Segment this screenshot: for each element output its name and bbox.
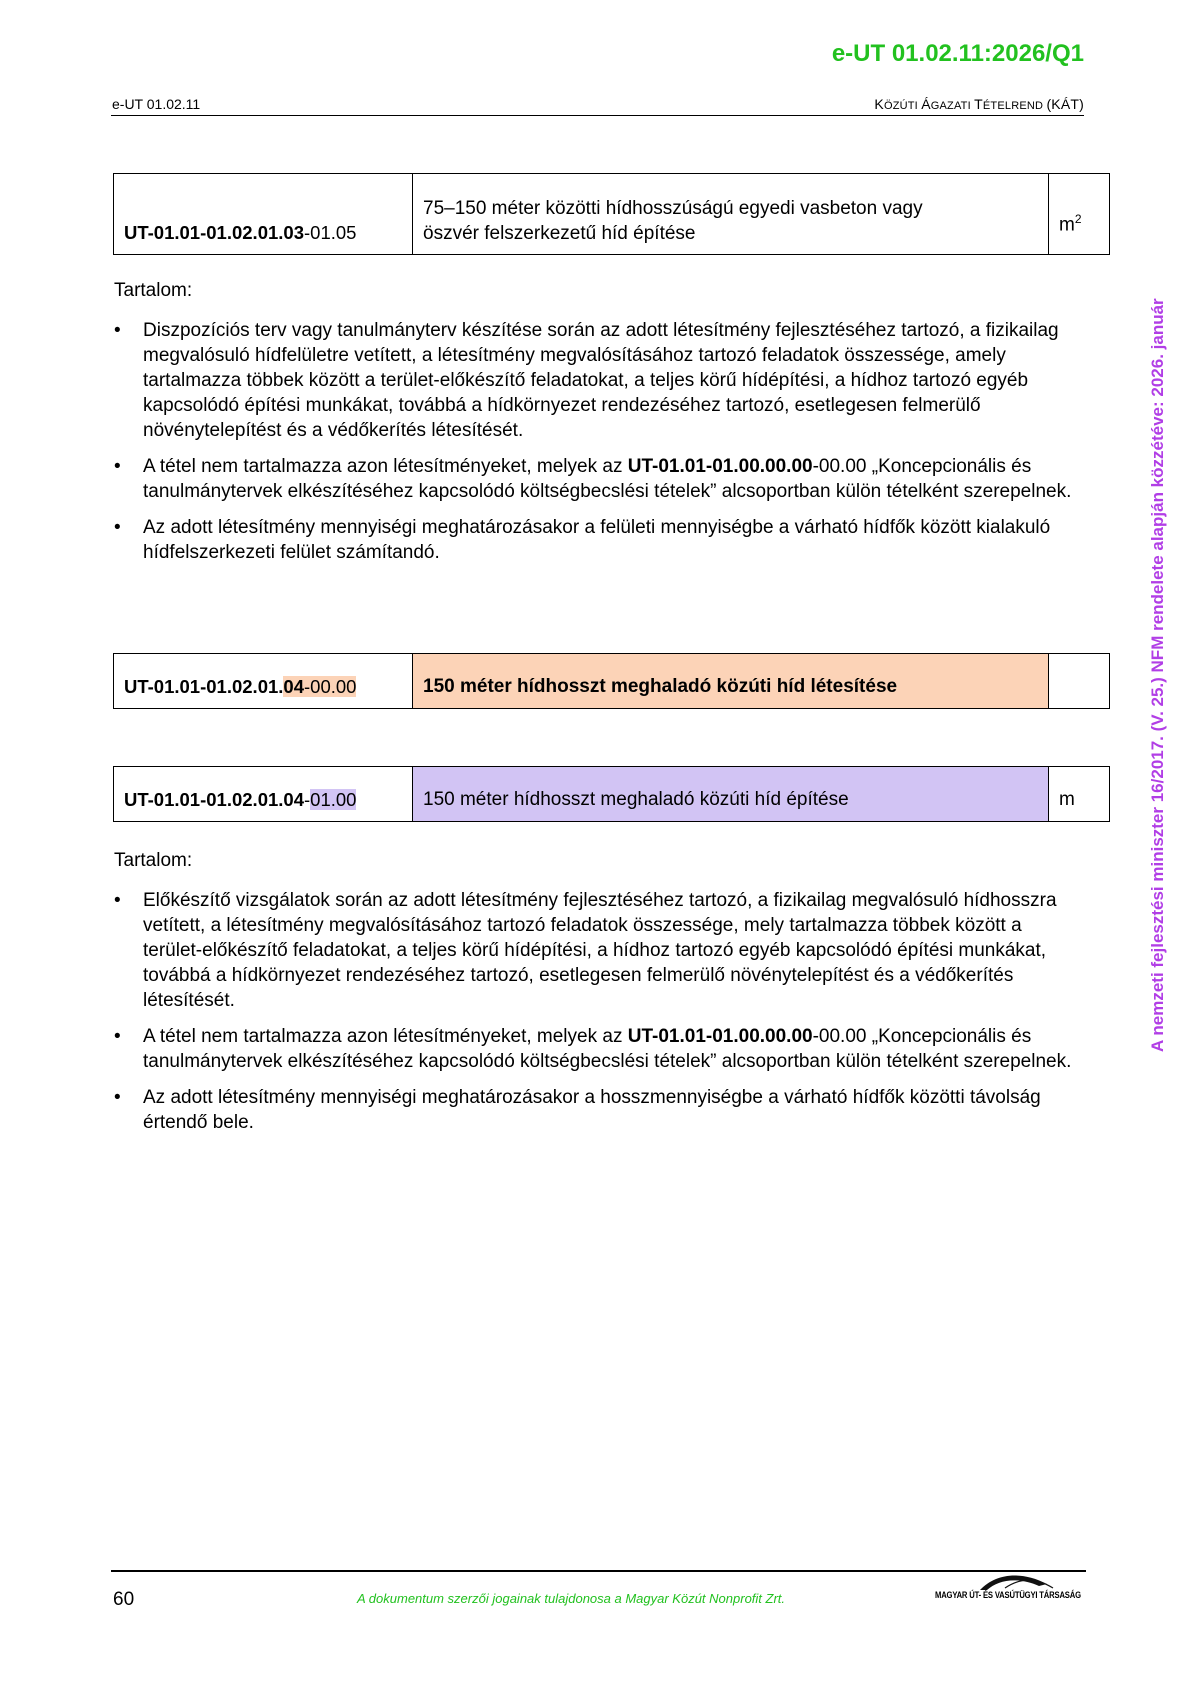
road-arc-icon [935, 1568, 1085, 1592]
header-divider [111, 115, 1084, 116]
section-1-bullets [114, 318, 1084, 576]
item-unit: m [1049, 767, 1110, 822]
list-item: • A tétel nem tartalmazza azon létesítményeket, melyek az UT-01.01-01.00.00.00-00.00 „Koncepcionális és tanulmánytervek elkészítéséhez kapcsolódó költségbecslési tételek” alcsoportban külön tételként szerepelnek. [114, 1024, 1084, 1074]
list-item: • Előkészítő vizsgálatok során az adott létesítmény fejlesztéséhez tartozó, a fizikailag megvalósuló hídhosszra vetített, a létesítmény megvalósításához tartozó feladatok összessége, mely tartalmazza többek között a terület-előkészítő feladatokat, a teljes körű hídépítési, a hídhoz tartozó egyéb kapcsolódó építési munkákat, továbbá a hídkörnyezet rendezéséhez tartozó, esetlegesen felmerülő növénytelepítést és a védőkerítés létesítését. [114, 888, 1084, 1013]
company-logo [935, 1568, 1085, 1608]
list-item: • Az adott létesítmény mennyiségi meghatározásakor a felületi mennyiségbe a várható hídfők között kialakuló hídfelszerkezeti felület számítandó. [114, 515, 1084, 565]
footer-copyright: A dokumentum szerzői jogainak tulajdonosa a Magyar Közút Nonprofit Zrt. [357, 1591, 786, 1606]
header-right-title: KÖZÚTI ÁGAZATI TÉTELREND (KÁT) [874, 96, 1084, 112]
item-table-1 [113, 173, 1110, 255]
side-publication-note: A nemzeti fejlesztési miniszter 16/2017. (V. 25.) NFM rendelete alapján közzétéve: 2026. január [1148, 298, 1167, 1052]
item-code: UT-01.01-01.02.01.04-00.00 [114, 654, 413, 709]
item-title: 150 méter hídhosszt meghaladó közúti híd létesítése [413, 654, 1049, 709]
item-code: UT-01.01-01.02.01.03-01.05 [114, 174, 413, 255]
item-code: UT-01.01-01.02.01.04-01.00 [114, 767, 413, 822]
document-code: e-UT 01.02.11:2026/Q1 [831, 40, 1084, 67]
list-item: • A tétel nem tartalmazza azon létesítményeket, melyek az UT-01.01-01.00.00.00-00.00 „Koncepcionális és tanulmánytervek elkészítéséhez kapcsolódó költségbecslési tételek” alcsoportban külön tételként szerepelnek. [114, 454, 1084, 504]
item-unit [1049, 654, 1110, 709]
item-table-2 [113, 653, 1110, 709]
section-label: Tartalom: [114, 280, 193, 301]
logo-text: MAGYAR ÚT- ÉS VASÚTÜGYI TÁRSASÁG [935, 1590, 1081, 1600]
page-number: 60 [113, 1589, 135, 1610]
item-unit: $m^2$ [1049, 174, 1110, 255]
item-table-3 [113, 766, 1110, 822]
section-2-bullets [114, 888, 1084, 1146]
item-title: 75–150 méter közötti hídhosszúságú egyedi vasbeton vagy öszvér felszerkezetű híd építése [413, 174, 1049, 255]
list-item: • Diszpozíciós terv vagy tanulmányterv készítése során az adott létesítmény fejlesztéséhez tartozó, a fizikailag megvalósuló hídfelületre vetített, a létesítmény megvalósításához tartozó feladatok összessége, amely tartalmazza többek között a terület-előkészítő feladatokat, a teljes körű hídépítési, a hídhoz tartozó egyéb kapcsolódó építési munkákat, továbbá a hídkörnyezet rendezéséhez tartozó, esetlegesen felmerülő növénytelepítést és a védőkerítés létesítését. [114, 318, 1084, 443]
item-title: 150 méter hídhosszt meghaladó közúti híd építése [413, 767, 1049, 822]
list-item: • Az adott létesítmény mennyiségi meghatározásakor a hosszmennyiségbe a várható hídfők közötti távolság értendő bele. [114, 1085, 1084, 1135]
header-left-title: e-UT 01.02.11 [112, 96, 201, 112]
section-label: Tartalom: [114, 850, 193, 871]
